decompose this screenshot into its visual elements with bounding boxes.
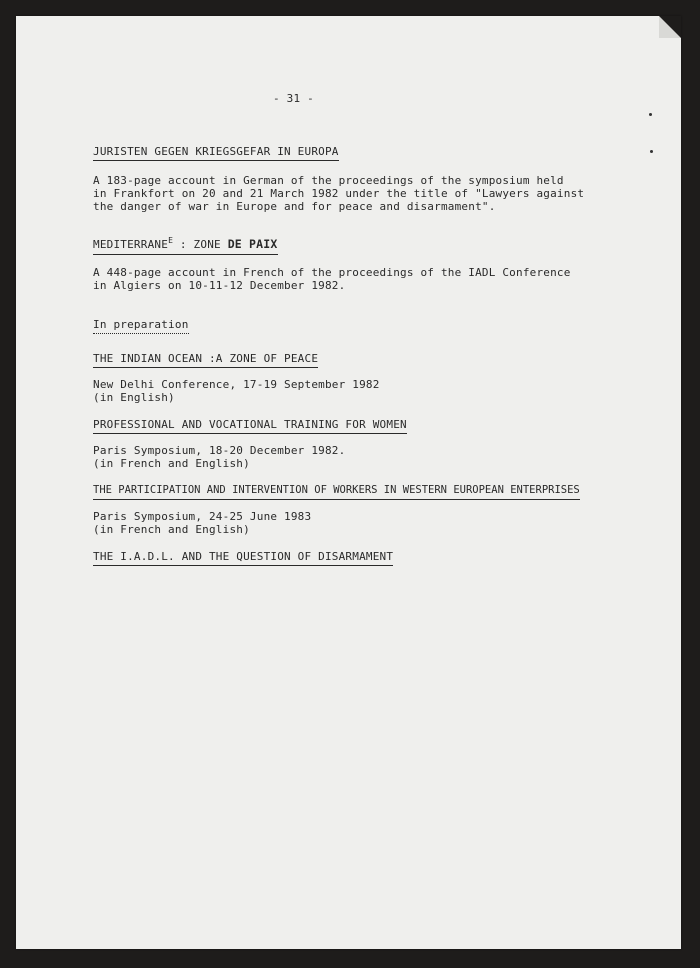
heading-superscript: E (168, 236, 174, 245)
paragraph-line: Paris Symposium, 18-20 December 1982. (93, 444, 346, 457)
section-heading-disarmament: THE I.A.D.L. AND THE QUESTION OF DISARMAMENT (93, 550, 393, 566)
paragraph-line: Paris Symposium, 24-25 June 1983 (93, 510, 312, 523)
page-number: - 31 - (273, 92, 314, 105)
paragraph-line: the danger of war in Europe and for peace and disarmament". (93, 200, 496, 213)
paragraph-line: in Algiers on 10-11-12 December 1982. (93, 279, 346, 292)
section-heading-training: PROFESSIONAL AND VOCATIONAL TRAINING FOR WOMEN (93, 418, 407, 434)
folded-corner (659, 16, 681, 38)
document-page (16, 16, 681, 949)
section-heading-participation: THE PARTICIPATION AND INTERVENTION OF WORKERS IN WESTERN EUROPEAN ENTERPRISES (93, 484, 580, 500)
heading-part: MEDITERRANE (93, 238, 169, 251)
heading-part: : ZONE (173, 238, 228, 251)
paragraph-line: New Delhi Conference, 17-19 September 1982 (93, 378, 380, 391)
heading-part: DE PAIX (227, 237, 278, 251)
paragraph-line: in Frankfort on 20 and 21 March 1982 under the title of "Lawyers against (93, 187, 585, 200)
punch-mark (650, 150, 653, 153)
in-preparation-heading: In preparation (93, 318, 189, 334)
paragraph-line: A 183-page account in German of the proceedings of the symposium held (93, 174, 564, 187)
paragraph-line: (in French and English) (93, 523, 250, 536)
section-heading-juristen: JURISTEN GEGEN KRIEGSGEFAR IN EUROPA (93, 145, 339, 161)
paragraph-line: (in English) (93, 391, 175, 404)
section-heading-indian-ocean: THE INDIAN OCEAN :A ZONE OF PEACE (93, 352, 318, 368)
paragraph-line: (in French and English) (93, 457, 250, 470)
section-heading-mediterranee (93, 238, 278, 255)
punch-mark (649, 113, 652, 116)
paragraph-line: A 448-page account in French of the proceedings of the IADL Conference (93, 266, 571, 279)
